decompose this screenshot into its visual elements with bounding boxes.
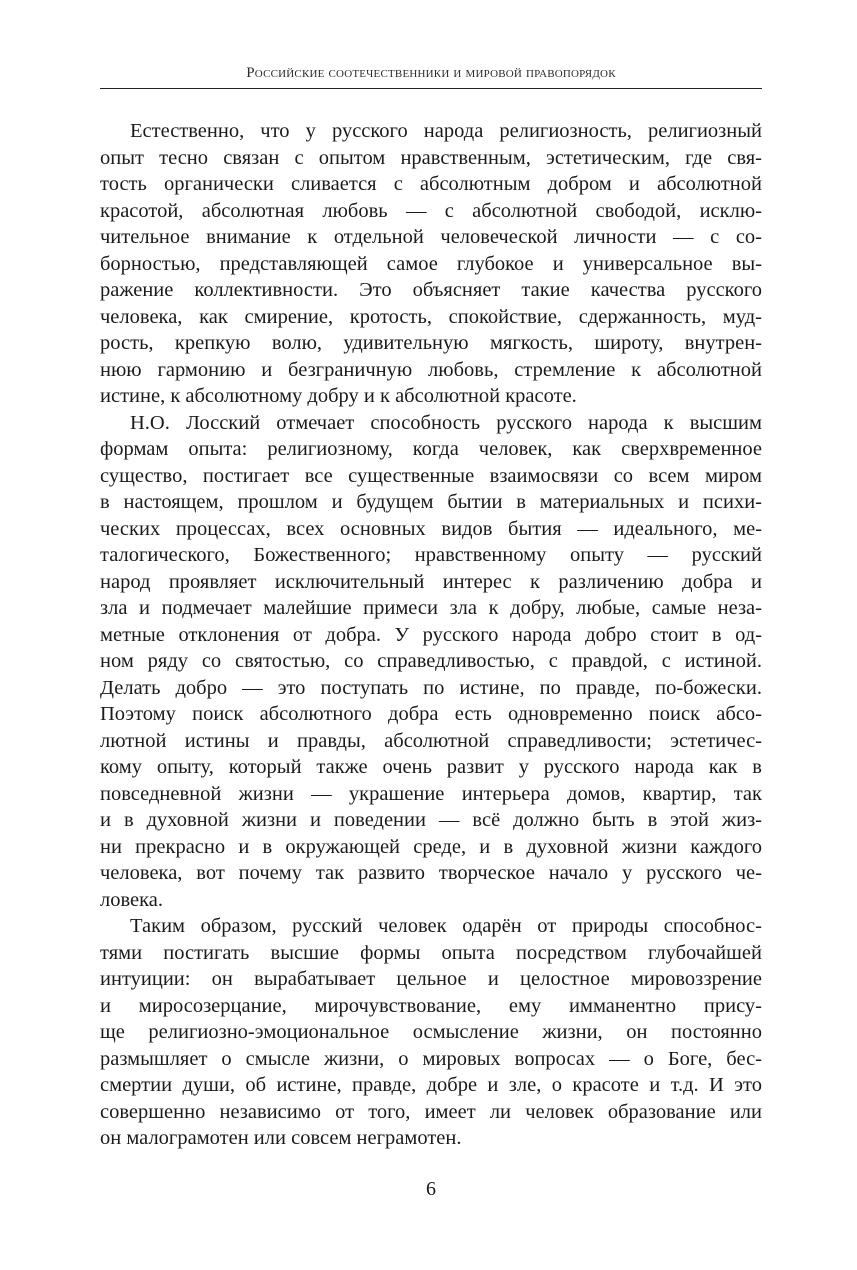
text-line: Делать добро — это поступать по истине, по правде, по-божески. <box>100 676 762 699</box>
text-line: борностью, представляющей самое глубокое и универсальное вы- <box>100 252 762 275</box>
text-line: он малограмотен или совсем неграмотен. <box>100 1127 462 1149</box>
text-line: формам опыта: религиозному, когда человек, как сверхвременное <box>100 438 762 460</box>
text-line: кому опыту, который также очень развит у русского народа как в <box>100 756 762 778</box>
text-line: ни прекрасно и в окружающей среде, и в духовной жизни каждого <box>100 835 762 858</box>
text-line: опыт тесно связан с опытом нравственным, эстетическим, где свя- <box>100 146 762 169</box>
text-line: Естественно, что у русского народа религиозность, религиозный <box>130 120 762 142</box>
text-line: тями постигать высшие формы опыта посредством глубочайшей <box>100 941 762 964</box>
text-line: тость органически сливается с абсолютным добром и абсолютной <box>100 173 762 195</box>
text-line: Поэтому поиск абсолютного добра есть одновременно поиск абсо- <box>100 703 762 725</box>
text-line: талогического, Божественного; нравственному опыту — русский <box>100 544 762 566</box>
text-line: и миросозерцание, мирочувствование, ему имманентно прису- <box>100 994 762 1017</box>
text-line: смертии души, об истине, правде, добре и зле, о красоте и т.д. И это <box>100 1074 762 1096</box>
text-line: повседневной жизни — украшение интерьера домов, квартир, так <box>100 782 762 805</box>
text-line: истине, к абсолютному добру и к абсолютной красоте. <box>100 385 577 407</box>
text-line: ражение коллективности. Это объясняет такие качества русского <box>100 279 762 301</box>
text-line: существо, постигает все существенные взаимосвязи со всем миром <box>100 464 762 487</box>
text-line: в настоящем, прошлом и будущем бытии в материальных и психи- <box>100 491 762 513</box>
text-line: нюю гармонию и безграничную любовь, стремление к абсолютной <box>100 358 762 381</box>
text-line: зла и подмечает малейшие примеси зла к добру, любые, самые неза- <box>100 597 762 619</box>
text-line: размышляет о смысле жизни, о мировых вопросах — о Боге, бес- <box>100 1047 762 1070</box>
running-head: Российские соотечественники и мировой правопорядок <box>246 65 616 81</box>
text-line: чительное внимание к отдельной человеческой личности — с со- <box>100 226 762 248</box>
text-line: лютной истины и правды, абсолютной справедливости; эстетичес- <box>100 729 762 752</box>
text-line: ловека. <box>100 888 164 911</box>
text-line: ческих процессах, всех основных видов бытия — идеального, ме- <box>100 517 762 540</box>
text-line: и в духовной жизни и поведении — всё должно быть в этой жиз- <box>100 809 762 831</box>
text-line: метные отклонения от добра. У русского народа добро стоит в од- <box>100 623 762 646</box>
paragraph <box>100 118 762 410</box>
text-line: рость, крепкую волю, удивительную мягкость, широту, внутрен- <box>100 332 762 354</box>
paragraph <box>100 913 762 1152</box>
body-text <box>100 118 762 1152</box>
text-line: человека, как смирение, кротость, спокойствие, сдержанность, муд- <box>100 305 762 328</box>
text-line: ще религиозно-эмоциональное осмысление жизни, он постоянно <box>100 1021 762 1043</box>
text-line: совершенно независимо от того, имеет ли человек образование или <box>100 1100 762 1123</box>
text-line: Таким образом, русский человек одарён от природы способнос- <box>130 915 762 937</box>
text-line: человека, вот почему так развито творческое начало у русского че- <box>100 862 762 884</box>
header-rule <box>100 88 762 89</box>
paragraph <box>100 410 762 914</box>
page-number: 6 <box>426 1178 436 1200</box>
text-line: ном ряду со святостью, со справедливостью, с правдой, с истиной. <box>100 650 762 672</box>
text-line: красотой, абсолютная любовь — с абсолютной свободой, исклю- <box>100 199 762 222</box>
text-line: Н.О. Лосский отмечает способность русского народа к высшим <box>130 411 762 434</box>
text-line: интуиции: он вырабатывает цельное и целостное мировоззрение <box>100 968 762 990</box>
text-line: народ проявляет исключительный интерес к различению добра и <box>100 570 762 593</box>
